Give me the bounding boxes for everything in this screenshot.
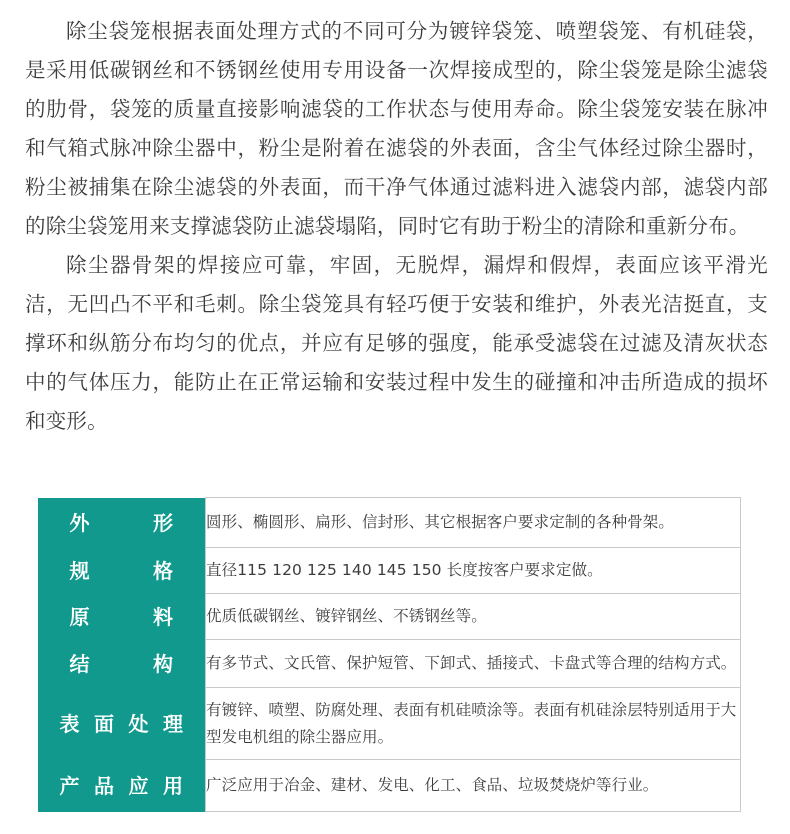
spec-value-cell-5: 有镀锌、喷塑、防腐处理、表面有机硅喷涂等。表面有机硅涂层特别适用于大型发电机组的除尘器应用。 — [206, 688, 741, 760]
spec-label-text: 外 形 — [69, 510, 174, 535]
table-row — [38, 760, 741, 812]
table-row — [38, 640, 741, 688]
spec-label-cell-5 — [38, 688, 206, 760]
spec-value-cell-2: 直径115 120 125 140 145 150 长度按客户要求定做。 — [206, 548, 741, 594]
spec-value-cell-3: 优质低碳钢丝、镀锌钢丝、不锈钢丝等。 — [206, 594, 741, 640]
spec-label-text: 产品应用 — [59, 773, 184, 798]
table-row — [38, 548, 741, 594]
spec-label-text: 结 构 — [69, 651, 174, 676]
table-row — [38, 498, 741, 548]
spec-label-cell-3 — [38, 594, 206, 640]
spec-label-text: 规 格 — [69, 558, 174, 583]
spec-label-text: 原 料 — [69, 604, 174, 629]
spec-label-cell-2 — [38, 548, 206, 594]
spec-table — [38, 497, 741, 812]
paragraph-2: 除尘器骨架的焊接应可靠，牢固，无脱焊，漏焊和假焊，表面应该平滑光洁，无凹凸不平和毛刺。除尘袋笼具有轻巧便于安装和维护，外表光洁挺直，支撑环和纵筋分布均匀的优点，并应有足够的强度，能承受滤袋在过滤及清灰状态中的气体压力，能防止在正常运输和安装过程中发生的碰撞和冲击所造成的损坏和变形。 — [25, 253, 768, 433]
spec-label-cell-6 — [38, 760, 206, 812]
table-row — [38, 688, 741, 760]
table-row — [38, 594, 741, 640]
spec-value-cell-4: 有多节式、文氏管、保护短管、下卸式、插接式、卡盘式等合理的结构方式。 — [206, 640, 741, 688]
specification-table — [38, 497, 741, 812]
spec-value-cell-6: 广泛应用于冶金、建材、发电、化工、食品、垃圾焚烧炉等行业。 — [206, 760, 741, 812]
paragraph-1: 除尘袋笼根据表面处理方式的不同可分为镀锌袋笼、喷塑袋笼、有机硅袋，是采用低碳钢丝和不锈钢丝使用专用设备一次焊接成型的，除尘袋笼是除尘滤袋的肋骨，袋笼的质量直接影响滤袋的工作状态与使用寿命。除尘袋笼安装在脉冲和气箱式脉冲除尘器中，粉尘是附着在滤袋的外表面，含尘气体经过除尘器时，粉尘被捕集在除尘滤袋的外表面，而干净气体通过滤料进入滤袋内部，滤袋内部的除尘袋笼用来支撑滤袋防止滤袋塌陷，同时它有助于粉尘的清除和重新分布。 — [25, 19, 768, 238]
spec-label-cell-1 — [38, 498, 206, 548]
spec-label-text: 表面处理 — [59, 711, 184, 736]
spec-label-cell-4 — [38, 640, 206, 688]
spec-value-cell-1: 圆形、椭圆形、扁形、信封形、其它根据客户要求定制的各种骨架。 — [206, 498, 741, 548]
